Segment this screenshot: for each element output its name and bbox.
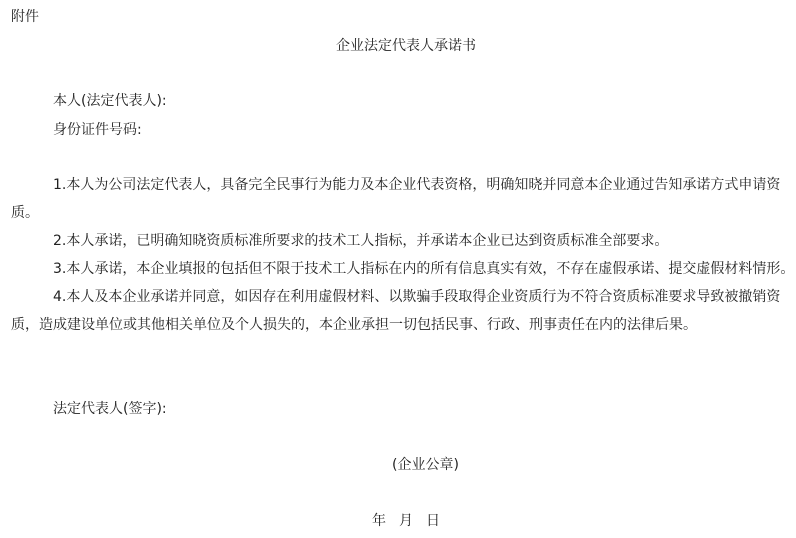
representative-label: 本人(法定代表人): (53, 93, 167, 109)
clause-3: 3.本人承诺，本企业填报的包括但不限于技术工人指标在内的所有信息真实有效，不存在虚假承诺、提交虚假材料情形。 (53, 261, 795, 277)
document-title: 企业法定代表人承诺书 (336, 38, 476, 54)
date-month-label: 月 (399, 513, 413, 529)
id-number-label: 身份证件号码: (53, 122, 142, 138)
annex-label: 附件 (11, 9, 39, 25)
date-line (372, 512, 440, 530)
clause-1-line-1: 1.本人为公司法定代表人，具备完全民事行为能力及本企业代表资格，明确知晓并同意本企业通过告知承诺方式申请资 (53, 177, 781, 193)
clause-1-line-2: 质。 (11, 205, 39, 221)
company-seal-label: (企业公章) (392, 457, 459, 473)
date-day-label: 日 (426, 513, 440, 529)
clause-2: 2.本人承诺，已明确知晓资质标准所要求的技术工人指标，并承诺本企业已达到资质标准全部要求。 (53, 233, 669, 249)
clause-4-line-1: 4.本人及本企业承诺并同意，如因存在利用虚假材料、以欺骗手段取得企业资质行为不符合资质标准要求导致被撤销资 (53, 289, 781, 305)
clause-4-line-2: 质，造成建设单位或其他相关单位及个人损失的，本企业承担一切包括民事、行政、刑事责任在内的法律后果。 (11, 317, 697, 333)
signature-label: 法定代表人(签字): (53, 401, 167, 417)
date-year-label: 年 (372, 513, 386, 529)
